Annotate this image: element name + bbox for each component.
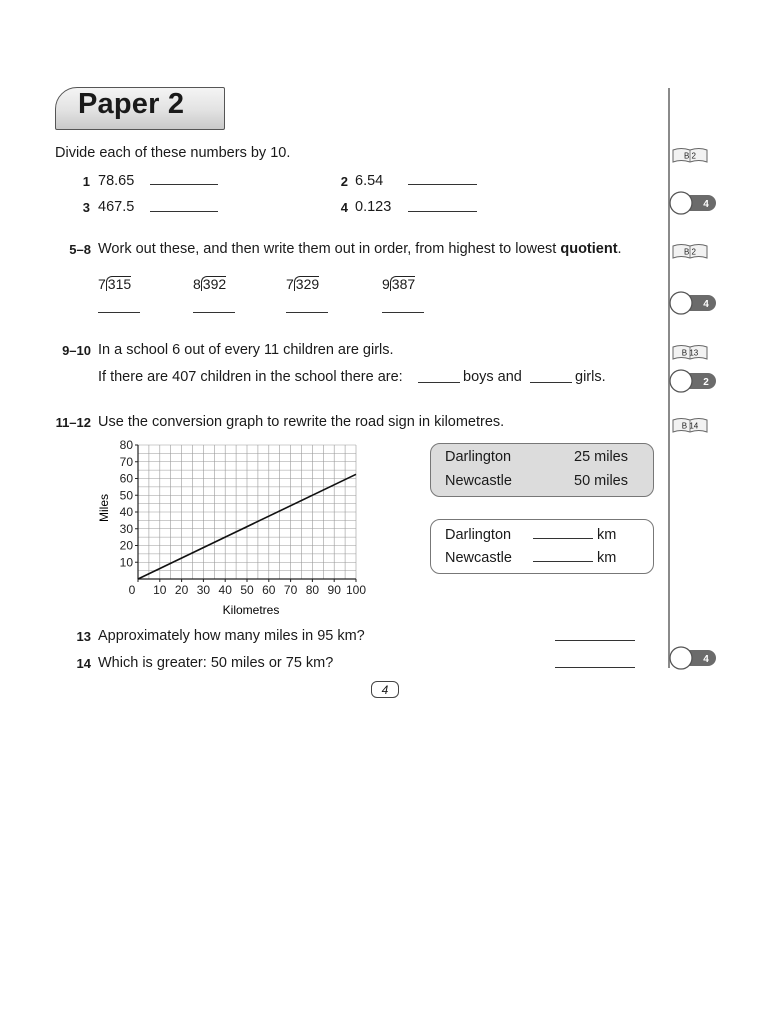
y-tick-label: 60	[119, 471, 133, 486]
girls-label: girls.	[575, 369, 606, 385]
dividend: 387	[391, 276, 416, 292]
page-number: 4	[371, 681, 399, 698]
section3-line1: In a school 6 out of every 11 children are girls.	[98, 342, 394, 358]
score-value: 4	[703, 199, 709, 210]
km-answer-blank[interactable]	[533, 561, 593, 562]
score-value: 4	[703, 654, 709, 665]
chart-grid	[138, 445, 356, 579]
long-division	[382, 276, 415, 292]
book-reference-icon	[672, 147, 708, 164]
question-value: 78.65	[98, 173, 135, 189]
question-14: Which is greater: 50 miles or 75 km?	[98, 655, 334, 671]
sign-distance: 25 miles	[574, 449, 628, 465]
x-tick-label: 70	[283, 583, 298, 597]
question-number: 1	[82, 174, 90, 189]
y-tick-label: 70	[119, 454, 133, 469]
question-13: Approximately how many miles in 95 km?	[98, 628, 365, 644]
book-reference-label: B 2	[683, 151, 697, 161]
answer-blank[interactable]	[408, 184, 477, 185]
book-reference-label: B 2	[683, 247, 697, 257]
answer-blank[interactable]	[555, 640, 635, 641]
question-number: 9–10	[62, 343, 91, 358]
y-axis-label: Miles	[97, 493, 111, 523]
x-tick-label: 100	[345, 583, 367, 597]
conversion-graph	[90, 436, 380, 620]
answer-blank[interactable]	[193, 312, 235, 313]
x-tick-label: 50	[240, 583, 254, 597]
y-tick-label: 30	[119, 521, 133, 536]
y-tick-label: 10	[119, 555, 133, 570]
instruction-end: .	[617, 241, 622, 257]
answer-blank[interactable]	[98, 312, 140, 313]
divisor: 7	[286, 276, 294, 292]
instruction-bold: quotient	[560, 241, 618, 257]
page-title: Paper 2	[78, 88, 185, 120]
dividend: 315	[107, 276, 132, 292]
answer-blank[interactable]	[150, 184, 218, 185]
book-reference-label: B 13	[681, 348, 699, 358]
sign-place: Darlington	[445, 449, 512, 465]
answer-blank[interactable]	[382, 312, 424, 313]
sign-place: Newcastle	[445, 473, 512, 489]
section1-instruction: Divide each of these numbers by 10.	[55, 145, 291, 161]
x-tick-label: 90	[327, 583, 341, 597]
x-tick-label: 30	[196, 583, 211, 597]
long-division	[98, 276, 131, 292]
section4-instruction: Use the conversion graph to rewrite the road sign in kilometres.	[98, 414, 505, 430]
girls-answer-blank[interactable]	[530, 382, 572, 383]
answer-blank[interactable]	[408, 211, 477, 212]
long-division	[193, 276, 226, 292]
y-tick-label: 40	[119, 505, 133, 519]
x-tick-label: 0	[128, 583, 136, 597]
question-number: 2	[340, 174, 348, 189]
score-badge	[669, 646, 717, 670]
question-number: 5–8	[69, 242, 91, 257]
book-reference-icon	[672, 243, 708, 260]
answer-blank[interactable]	[286, 312, 328, 313]
divisor: 9	[382, 276, 390, 292]
x-axis-label: Kilometres	[222, 603, 280, 617]
question-number: 13	[76, 629, 91, 644]
question-number: 14	[76, 656, 91, 671]
x-tick-label: 80	[305, 583, 320, 597]
score-value: 4	[703, 299, 709, 310]
section3-line2: If there are 407 children in the school there are:	[98, 369, 403, 385]
score-badge	[669, 291, 717, 315]
divisor: 8	[193, 276, 201, 292]
boys-label: boys and	[463, 369, 522, 385]
boys-answer-blank[interactable]	[418, 382, 460, 383]
question-value: 0.123	[355, 199, 392, 215]
score-badge	[669, 191, 717, 215]
book-reference-icon	[672, 417, 708, 434]
x-tick-label: 20	[174, 583, 189, 597]
answer-place: Newcastle	[445, 550, 512, 566]
question-number: 11–12	[55, 415, 91, 430]
book-reference-icon	[672, 344, 708, 361]
long-division	[286, 276, 319, 292]
score-value: 2	[703, 377, 709, 388]
x-tick-label: 40	[218, 583, 232, 597]
x-tick-label: 10	[153, 583, 167, 597]
answer-blank[interactable]	[150, 211, 218, 212]
y-tick-label: 80	[119, 438, 133, 452]
score-badge	[669, 369, 717, 393]
divisor: 7	[98, 276, 106, 292]
question-number: 3	[82, 200, 90, 215]
y-tick-label: 20	[119, 538, 133, 553]
question-value: 6.54	[355, 173, 384, 189]
instruction-text: Work out these, and then write them out in order, from highest to lowest	[98, 241, 561, 257]
answer-place: Darlington	[445, 527, 512, 543]
book-reference-label: B 14	[681, 421, 699, 431]
x-tick-label: 60	[262, 583, 276, 597]
dividend: 329	[295, 276, 320, 292]
y-tick-label: 50	[119, 488, 133, 503]
answer-unit: km	[597, 550, 617, 566]
answer-unit: km	[597, 527, 617, 543]
answer-blank[interactable]	[555, 667, 635, 668]
sign-distance: 50 miles	[574, 473, 628, 489]
question-number: 4	[340, 200, 348, 215]
section2-instruction	[98, 241, 622, 257]
question-value: 467.5	[98, 199, 135, 215]
dividend: 392	[202, 276, 227, 292]
km-answer-blank[interactable]	[533, 538, 593, 539]
